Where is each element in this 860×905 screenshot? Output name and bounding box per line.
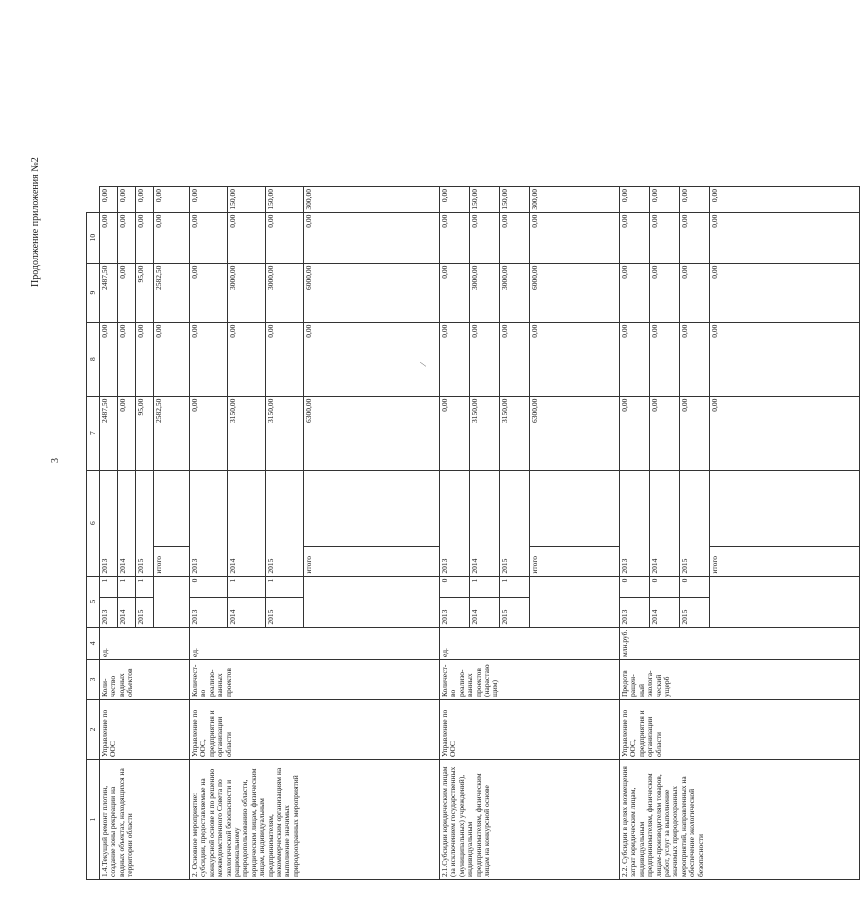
total-cell: 2582,50	[154, 396, 190, 470]
total-cell: 3150,00	[228, 396, 266, 470]
finance-year-cell: 2013	[190, 470, 228, 576]
target-value-cell: 0	[680, 576, 710, 597]
table-row	[190, 187, 228, 880]
amount-cell-col7: 0,00	[190, 322, 228, 396]
amount-cell-col9: 0,00	[190, 212, 228, 263]
amount-cell-col9: 0,00	[100, 212, 118, 263]
col-num-2: 2	[87, 700, 100, 760]
target-year-cell: 2013	[100, 597, 118, 627]
amount-cell-col9: 0,00	[470, 212, 500, 263]
amount-cell-col10: 0,00	[118, 187, 136, 213]
amount-cell-col9: 0,00	[710, 212, 860, 263]
empty-cell	[304, 470, 440, 546]
amount-cell-col8: 6000,00	[530, 263, 620, 322]
target-year-cell: 2015	[680, 597, 710, 627]
empty-cell	[530, 576, 620, 627]
amount-cell-col7: 0,00	[136, 322, 154, 396]
amount-cell-col9: 0,00	[154, 212, 190, 263]
executor-cell: Управление по ООС	[100, 700, 190, 760]
target-year-cell: 2013	[190, 597, 228, 627]
amount-cell-col7: 0,00	[266, 322, 304, 396]
finance-year-cell: 2014	[650, 470, 680, 576]
amount-cell-col8: 3000,00	[470, 263, 500, 322]
total-cell: 3150,00	[470, 396, 500, 470]
amount-cell-col9: 0,00	[266, 212, 304, 263]
amount-cell-col9: 0,00	[136, 212, 154, 263]
total-cell: 0,00	[620, 396, 650, 470]
target-value-cell: 0	[620, 576, 650, 597]
target-value-cell: 0	[190, 576, 228, 597]
amount-cell-col8: 3000,00	[266, 263, 304, 322]
total-label-cell: итого	[154, 546, 190, 576]
amount-cell-col7: 0,00	[118, 322, 136, 396]
amount-cell-col10: 0,00	[190, 187, 228, 213]
amount-cell-col8: 3000,00	[228, 263, 266, 322]
unit-cell: ед.	[100, 627, 190, 659]
total-cell: 2487,50	[100, 396, 118, 470]
amount-cell-col8: 2582,50	[154, 263, 190, 322]
amount-cell-col10: 0,00	[620, 187, 650, 213]
executor-cell: Управление по ООС, предприятия и организации области	[190, 700, 440, 760]
amount-cell-col7: 0,00	[154, 322, 190, 396]
amount-cell-col7: 0,00	[440, 322, 470, 396]
amount-cell-col9: 0,00	[530, 212, 620, 263]
amount-cell-col7: 0,00	[500, 322, 530, 396]
amount-cell-col8: 0,00	[680, 263, 710, 322]
unit-cell: млн.руб.	[620, 627, 860, 659]
target-year-cell: 2013	[620, 597, 650, 627]
total-cell: 6300,00	[304, 396, 440, 470]
table-row	[620, 187, 650, 880]
amount-cell-col9: 0,00	[118, 212, 136, 263]
amount-cell-col9: 0,00	[228, 212, 266, 263]
col-num-10: 10	[87, 212, 100, 263]
finance-year-cell: 2014	[228, 470, 266, 576]
amount-cell-col10: 300,00	[304, 187, 440, 213]
target-value-cell: 1	[118, 576, 136, 597]
amount-cell-col10: 0,00	[136, 187, 154, 213]
total-label-cell: итого	[710, 546, 860, 576]
col-num-1: 1	[87, 760, 100, 880]
amount-cell-col7: 0,00	[710, 322, 860, 396]
total-cell: 0,00	[710, 396, 860, 470]
target-year-cell: 2015	[136, 597, 154, 627]
target-value-cell: 1	[500, 576, 530, 597]
empty-cell	[304, 576, 440, 627]
amount-cell-col10: 150,00	[266, 187, 304, 213]
executor-cell: Управление по ООС	[440, 700, 620, 760]
amount-cell-col8: 2487,50	[100, 263, 118, 322]
total-cell: 95,00	[136, 396, 154, 470]
target-value-cell: 0	[650, 576, 680, 597]
amount-cell-col7: 0,00	[650, 322, 680, 396]
amount-cell-col10: 0,00	[710, 187, 860, 213]
target-value-cell: 1	[100, 576, 118, 597]
empty-cell	[710, 576, 860, 627]
indicator-cell: Коли-чество водных объектов	[100, 660, 190, 700]
executor-cell: Управление по ООС, предприятия и организации области	[620, 700, 860, 760]
total-cell: 0,00	[650, 396, 680, 470]
amount-cell-col8: 0,00	[710, 263, 860, 322]
col-num-4: 4	[87, 627, 100, 659]
target-year-cell: 2013	[440, 597, 470, 627]
finance-year-cell: 2015	[136, 470, 154, 576]
target-value-cell: 0	[440, 576, 470, 597]
page-number: 3	[50, 458, 61, 463]
indicator-cell: Количест-во реализо-ванных проектов	[190, 660, 440, 700]
pen-mark-icon: ∕	[418, 363, 428, 365]
finance-year-cell: 2014	[118, 470, 136, 576]
unit-cell: ед.	[440, 627, 620, 659]
target-year-cell: 2014	[228, 597, 266, 627]
total-cell: 3150,00	[500, 396, 530, 470]
amount-cell-col8: 0,00	[440, 263, 470, 322]
amount-cell-col10: 150,00	[500, 187, 530, 213]
amount-cell-col9: 0,00	[680, 212, 710, 263]
amount-cell-col10: 150,00	[470, 187, 500, 213]
table-row	[440, 187, 470, 880]
finance-year-cell: 2014	[470, 470, 500, 576]
finance-year-cell: 2013	[620, 470, 650, 576]
col-num-5: 5	[87, 576, 100, 627]
event-description: 2.1.Субсидии юридическим лицам (за исключением государственных (муниципальных) учреждений), индивидуальным предпринимателям, физическим лицам на конкурсной основе	[440, 760, 620, 880]
column-number-row	[87, 187, 100, 880]
total-cell: 3150,00	[266, 396, 304, 470]
total-cell: 0,00	[118, 396, 136, 470]
amount-cell-col7: 0,00	[530, 322, 620, 396]
amount-cell-col8: 0,00	[620, 263, 650, 322]
target-value-cell: 1	[470, 576, 500, 597]
target-year-cell: 2015	[500, 597, 530, 627]
target-year-cell: 2014	[470, 597, 500, 627]
amount-cell-col9: 0,00	[500, 212, 530, 263]
amount-cell-col8: 3000,00	[500, 263, 530, 322]
target-year-cell: 2014	[650, 597, 680, 627]
col-num-7: 7	[87, 396, 100, 470]
amount-cell-col8: 0,00	[118, 263, 136, 322]
amount-cell-col7: 0,00	[304, 322, 440, 396]
table-row	[100, 187, 118, 880]
event-description: 1.4.Текущий ремонт плотин, создание зоны рекреации на водных объектах, находящихся на территории области	[100, 760, 190, 880]
amount-cell-col10: 150,00	[228, 187, 266, 213]
target-value-cell: 1	[266, 576, 304, 597]
empty-cell	[154, 470, 190, 546]
table-body	[100, 187, 860, 880]
indicator-cell: Количест-во реализо-ванных проектов (нарастаю щим)	[440, 660, 620, 700]
total-cell: 6300,00	[530, 396, 620, 470]
amount-cell-col7: 0,00	[620, 322, 650, 396]
empty-cell	[710, 470, 860, 546]
amount-cell-col10: 0,00	[680, 187, 710, 213]
amount-cell-col10: 0,00	[440, 187, 470, 213]
total-cell: 0,00	[440, 396, 470, 470]
col-num-3: 3	[87, 660, 100, 700]
amount-cell-col10: 300,00	[530, 187, 620, 213]
amount-cell-col7: 0,00	[680, 322, 710, 396]
target-year-cell: 2015	[266, 597, 304, 627]
amount-cell-col7: 0,00	[228, 322, 266, 396]
event-description: 2.2. Субсидии в целях возмещения затрат юридическим лицам, индивидуальным предпринимателям, физическим лицам-производителям товаров, работ, услуг за выполнение значимых природоохранных мероприятий, направленных на обеспечение экологической безопасности	[620, 760, 860, 880]
amount-cell-col9: 0,00	[304, 212, 440, 263]
total-cell: 0,00	[680, 396, 710, 470]
amount-cell-col10: 0,00	[100, 187, 118, 213]
amount-cell-col10: 0,00	[154, 187, 190, 213]
col-num-8: 8	[87, 322, 100, 396]
amount-cell-col8: 0,00	[650, 263, 680, 322]
amount-cell-col8: 0,00	[190, 263, 228, 322]
amount-cell-col7: 0,00	[470, 322, 500, 396]
continuation-note: Продолжение приложения №2	[30, 157, 41, 287]
finance-year-cell: 2013	[100, 470, 118, 576]
program-table	[86, 186, 860, 880]
amount-cell-col9: 0,00	[620, 212, 650, 263]
empty-cell	[530, 470, 620, 546]
amount-cell-col9: 0,00	[440, 212, 470, 263]
finance-year-cell: 2013	[440, 470, 470, 576]
amount-cell-col10: 0,00	[650, 187, 680, 213]
total-label-cell: итого	[304, 546, 440, 576]
finance-year-cell: 2015	[266, 470, 304, 576]
event-description: 2. Основное мероприятие: субсидии, предоставляемые на конкурсной основе и по решению межведомственного Совета по экологической безопасности и рациональному природопользованию области, юридическим лицам, физическим лицам, индивидуальным предпринимателям, некоммерческим организациям на выполнение значимых природоохранных мероприятий	[190, 760, 440, 880]
target-year-cell: 2014	[118, 597, 136, 627]
amount-cell-col8: 6000,00	[304, 263, 440, 322]
col-num-9: 9	[87, 263, 100, 322]
target-value-cell: 1	[136, 576, 154, 597]
empty-cell	[154, 576, 190, 627]
amount-cell-col8: 95,00	[136, 263, 154, 322]
indicator-cell: Предотв ращен-ный эколога-ческий ущерб	[620, 660, 860, 700]
total-cell: 0,00	[190, 396, 228, 470]
amount-cell-col7: 0,00	[100, 322, 118, 396]
finance-year-cell: 2015	[500, 470, 530, 576]
amount-cell-col9: 0,00	[650, 212, 680, 263]
finance-year-cell: 2015	[680, 470, 710, 576]
col-num-6: 6	[87, 470, 100, 576]
unit-cell: ед.	[190, 627, 440, 659]
target-value-cell: 1	[228, 576, 266, 597]
total-label-cell: итого	[530, 546, 620, 576]
